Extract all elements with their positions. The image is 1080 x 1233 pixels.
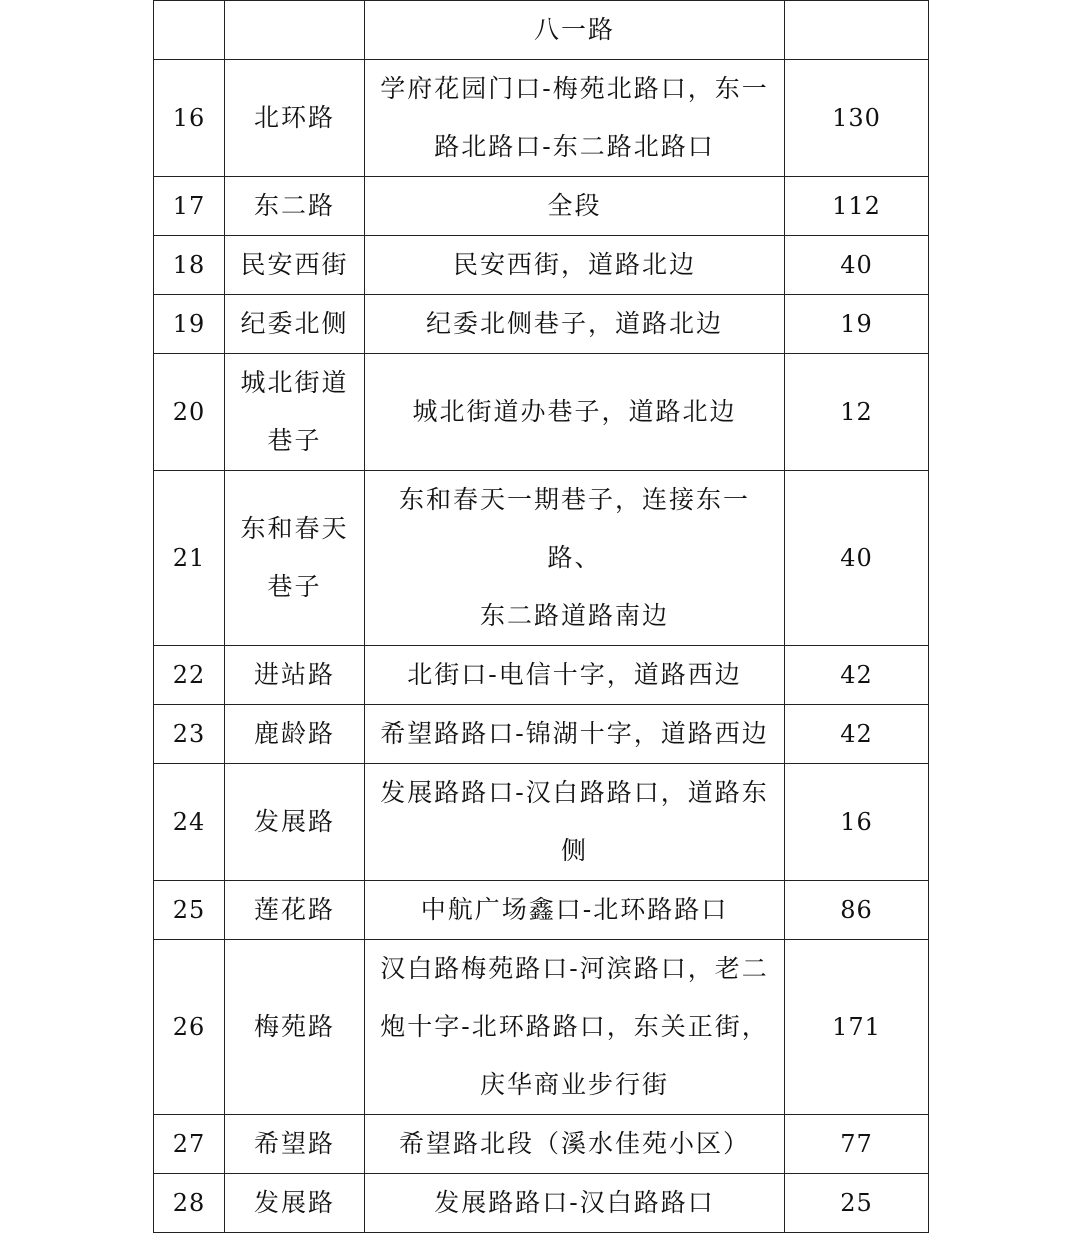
route-section-cell <box>365 60 785 177</box>
route-section-line: 全段 <box>547 191 602 220</box>
table-row <box>154 177 929 236</box>
route-section-cell <box>365 177 785 236</box>
row-number-cell: 25 <box>154 881 225 940</box>
table-row <box>154 295 929 354</box>
count-cell: 171 <box>785 940 929 1115</box>
route-section-line: 八一路 <box>533 15 615 44</box>
table-row <box>154 705 929 764</box>
row-number-cell: 19 <box>154 295 225 354</box>
count-cell: 25 <box>785 1174 929 1233</box>
row-number-cell: 27 <box>154 1115 225 1174</box>
row-number-cell: 21 <box>154 471 225 646</box>
road-name-line: 纪委北侧 <box>240 309 349 338</box>
route-section-line: 发展路路口-汉白路路口，道路东 <box>380 778 769 807</box>
road-name-line: 民安西街 <box>240 250 349 279</box>
count-cell: 19 <box>785 295 929 354</box>
count-cell: 77 <box>785 1115 929 1174</box>
row-number-cell: 20 <box>154 354 225 471</box>
route-section-line: 汉白路梅苑路口-河滨路口，老二 <box>380 954 769 983</box>
route-section-cell <box>365 354 785 471</box>
count-cell <box>785 1 929 60</box>
road-name-cell <box>225 177 365 236</box>
route-section-cell <box>365 764 785 881</box>
road-name-line: 鹿龄路 <box>253 719 335 748</box>
table-row <box>154 1115 929 1174</box>
road-name-cell <box>225 1 365 60</box>
route-section-line: 纪委北侧巷子，道路北边 <box>425 309 723 338</box>
row-number-cell: 26 <box>154 940 225 1115</box>
route-section-cell <box>365 1 785 60</box>
road-name-line: 北环路 <box>253 103 335 132</box>
route-section-cell <box>365 295 785 354</box>
table-row <box>154 940 929 1115</box>
route-section-line: 东二路道路南边 <box>479 601 669 630</box>
road-name-line: 莲花路 <box>253 895 335 924</box>
road-name-cell <box>225 881 365 940</box>
route-section-cell <box>365 236 785 295</box>
road-name-cell <box>225 60 365 177</box>
road-section-table <box>153 0 929 1233</box>
road-name-cell <box>225 471 365 646</box>
count-cell: 16 <box>785 764 929 881</box>
table-row <box>154 764 929 881</box>
route-section-line: 希望路路口-锦湖十字，道路西边 <box>380 719 769 748</box>
road-name-cell <box>225 236 365 295</box>
road-name-cell <box>225 354 365 471</box>
row-number-cell: 23 <box>154 705 225 764</box>
road-name-cell <box>225 705 365 764</box>
count-cell: 86 <box>785 881 929 940</box>
road-name-cell <box>225 646 365 705</box>
road-name-cell <box>225 764 365 881</box>
road-name-line: 东二路 <box>253 191 335 220</box>
table-row <box>154 236 929 295</box>
route-section-cell <box>365 1174 785 1233</box>
row-number-cell: 24 <box>154 764 225 881</box>
route-section-line: 北街口-电信十字，道路西边 <box>407 660 742 689</box>
road-name-line: 东和春天 <box>240 514 349 543</box>
route-section-cell <box>365 471 785 646</box>
road-name-cell <box>225 295 365 354</box>
row-number-cell <box>154 1 225 60</box>
row-number-cell: 16 <box>154 60 225 177</box>
count-cell: 112 <box>785 177 929 236</box>
table-row <box>154 354 929 471</box>
road-name-line: 发展路 <box>253 1188 335 1217</box>
road-name-line: 巷子 <box>267 572 322 601</box>
count-cell: 130 <box>785 60 929 177</box>
count-cell: 12 <box>785 354 929 471</box>
count-cell: 42 <box>785 646 929 705</box>
table-row <box>154 60 929 177</box>
route-section-line: 庆华商业步行街 <box>479 1070 669 1099</box>
table-row <box>154 881 929 940</box>
row-number-cell: 18 <box>154 236 225 295</box>
document-page <box>153 0 928 1233</box>
road-name-cell <box>225 1115 365 1174</box>
road-name-cell <box>225 940 365 1115</box>
route-section-cell <box>365 705 785 764</box>
road-name-line: 进站路 <box>253 660 335 689</box>
route-section-line: 发展路路口-汉白路路口 <box>434 1188 715 1217</box>
route-section-cell <box>365 646 785 705</box>
count-cell: 40 <box>785 471 929 646</box>
row-number-cell: 17 <box>154 177 225 236</box>
road-name-line: 发展路 <box>253 807 335 836</box>
route-section-line: 东和春天一期巷子，连接东一路、 <box>398 485 750 572</box>
road-name-line: 希望路 <box>253 1129 335 1158</box>
road-name-line: 梅苑路 <box>253 1012 335 1041</box>
table-row <box>154 1 929 60</box>
route-section-cell <box>365 940 785 1115</box>
road-name-cell <box>225 1174 365 1233</box>
route-section-cell <box>365 881 785 940</box>
row-number-cell: 28 <box>154 1174 225 1233</box>
route-section-line: 中航广场鑫口-北环路路口 <box>420 895 729 924</box>
route-section-line: 希望路北段（溪水佳苑小区） <box>398 1129 750 1158</box>
count-cell: 40 <box>785 236 929 295</box>
route-section-line: 炮十字-北环路路口，东关正街， <box>380 1012 769 1041</box>
route-section-line: 学府花园门口-梅苑北路口，东一 <box>380 74 769 103</box>
table-row <box>154 1174 929 1233</box>
count-cell: 42 <box>785 705 929 764</box>
route-section-line: 城北街道办巷子，道路北边 <box>412 397 737 426</box>
table-row <box>154 471 929 646</box>
road-name-line: 巷子 <box>267 426 322 455</box>
table-row <box>154 646 929 705</box>
route-section-line: 路北路口-东二路北路口 <box>434 132 715 161</box>
route-section-line: 侧 <box>560 836 588 865</box>
row-number-cell: 22 <box>154 646 225 705</box>
route-section-line: 民安西街，道路北边 <box>452 250 696 279</box>
route-section-cell <box>365 1115 785 1174</box>
road-name-line: 城北街道 <box>240 368 349 397</box>
